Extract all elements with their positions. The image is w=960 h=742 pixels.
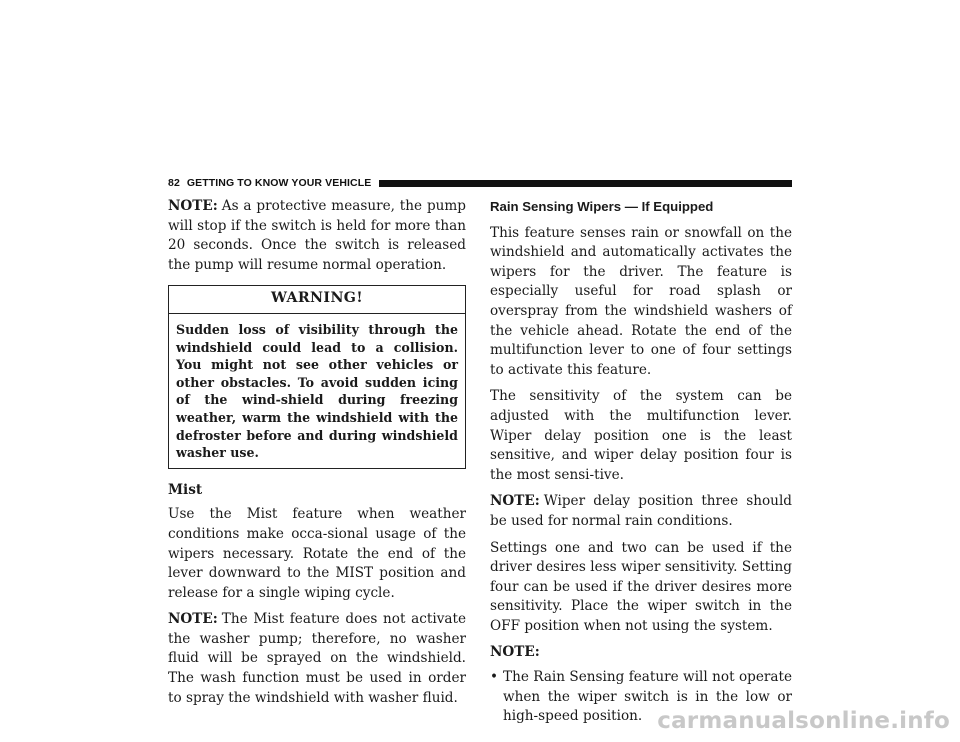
right-column [490, 197, 792, 727]
sensitivity-paragraph: The sensitivity of the system can be adjusted with the multifunction lever. Wiper delay position one is the least sensitive, and wiper delay position four is the most sensi-tive. [490, 388, 792, 483]
bullet-icon: • [490, 669, 499, 686]
note-paragraph [168, 610, 466, 708]
left-column [168, 197, 466, 715]
rain-sensing-paragraph: This feature senses rain or snowfall on the windshield and automatically activates the wipers for the driver. The feature is especially useful for road splash or overspray from the windshield washers of the vehicle ahead. Rotate the end of the multifunction lever to one of four settings to activate this feature. [490, 224, 792, 378]
settings-paragraph: Settings one and two can be used if the driver desires less wiper sensitivity. Setting four can be used if the driver desires more sensitivity. Place the wiper switch in the OFF position when not using the system. [490, 539, 792, 634]
warning-title: WARNING! [169, 286, 465, 314]
page-number: 82 [168, 177, 180, 189]
mist-paragraph: Use the Mist feature when weather conditions make occa-sional usage of the wipers necessary. Rotate the end of the lever downward to the MIST position and release for a single wiping cycle. [168, 506, 466, 601]
watermark: carmanualsonline.info [657, 708, 950, 734]
page-header [168, 176, 792, 190]
note-label: NOTE: [168, 198, 218, 214]
warning-body: Sudden loss of visibility through the windshield could lead to a collision. You might not see other vehicles or other obstacles. To avoid sudden icing of the wind-shield during freezing weather, warm the windshield with the defroster before and during windshield washer use. [176, 321, 458, 461]
rain-sensing-heading: Rain Sensing Wipers — If Equipped [490, 199, 714, 214]
note-paragraph [168, 197, 466, 275]
list-item-text: The Rain Sensing feature will not operate when the wiper switch is in the low or high-speed position. [503, 669, 792, 725]
note-paragraph [490, 492, 792, 531]
note-text: Wiper delay position three should be used for normal rain conditions. [490, 493, 792, 529]
section-title: GETTING TO KNOW YOUR VEHICLE [186, 177, 372, 189]
note-label: NOTE: [168, 611, 218, 628]
note-text: As a protective measure, the pump will stop if the switch is held for more than 20 seconds. Once the switch is released the pump will resume normal operation. [168, 198, 466, 273]
header-rule [379, 180, 792, 187]
note-text: The Mist feature does not activate the washer pump; therefore, no washer fluid will be sprayed on the windshield. The wash function must be used in order to spray the windshield with washer fluid. [168, 611, 466, 706]
note-label: NOTE: [490, 493, 540, 510]
warning-box [168, 285, 466, 468]
mist-heading: Mist [168, 481, 203, 498]
note-label: NOTE: [490, 644, 540, 661]
